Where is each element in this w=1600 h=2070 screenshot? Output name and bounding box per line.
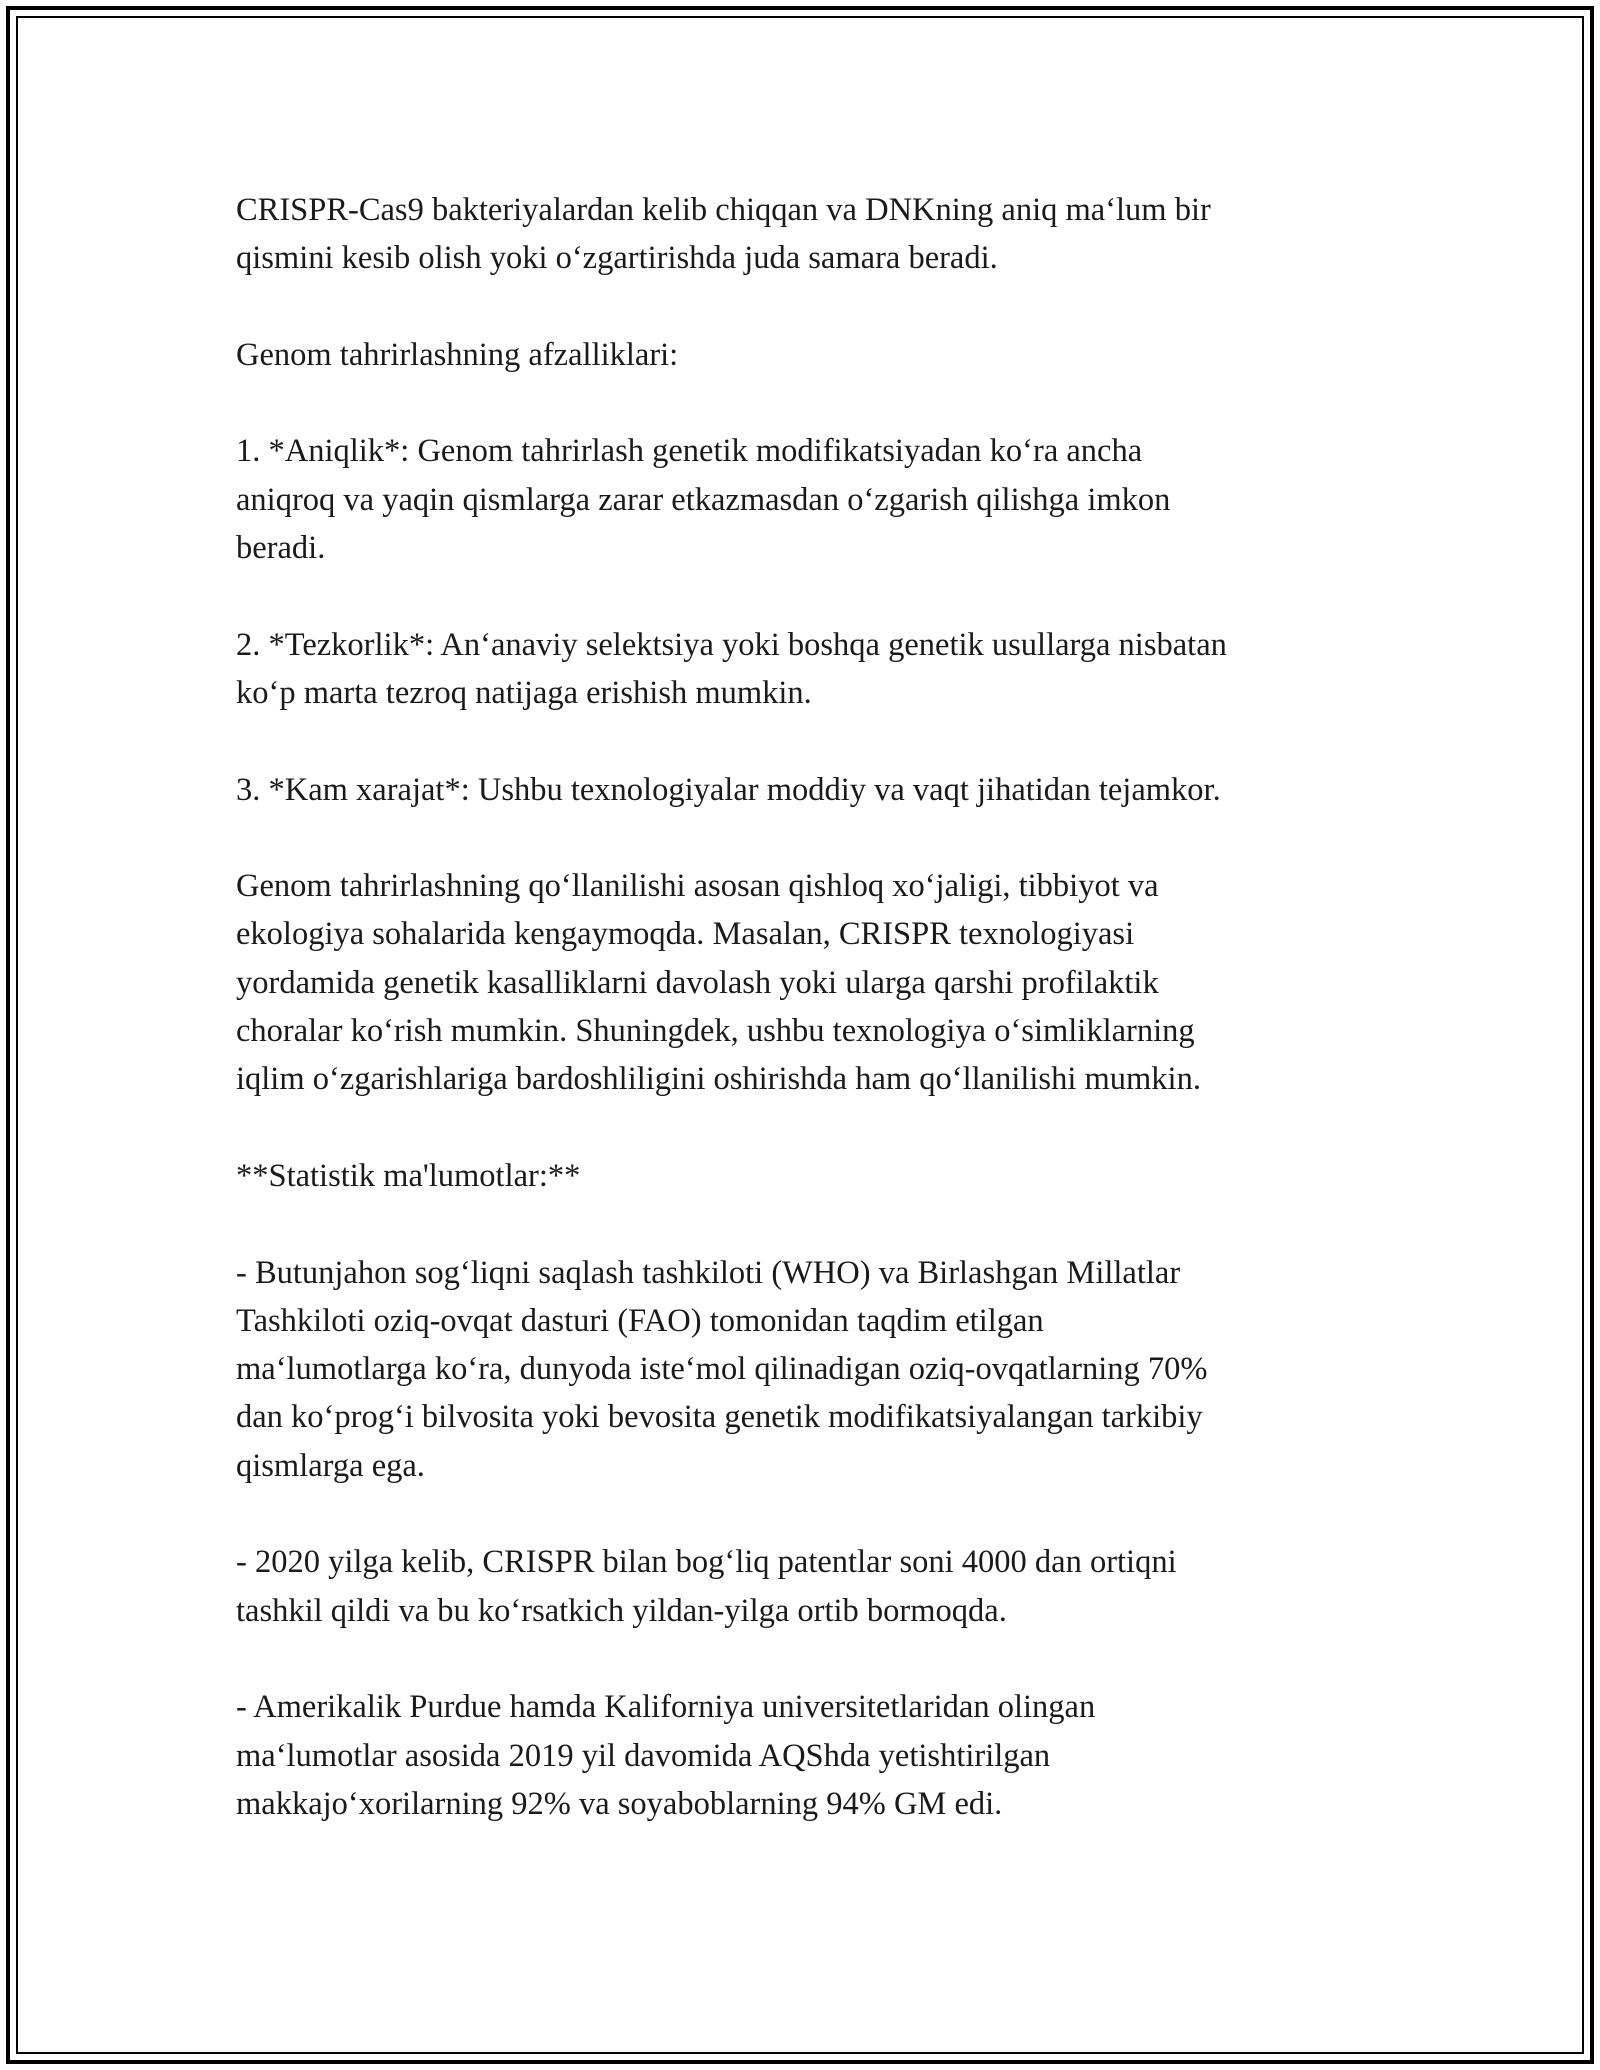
- list-item-stat-1: [236, 1249, 1376, 1490]
- statistics-heading: [236, 1152, 1376, 1200]
- text-line: CRISPR-Cas9 bakteriyalardan kelib chiqqan va DNKning aniq maʻlum bir: [236, 192, 1211, 228]
- text-line: aniqroq va yaqin qismlarga zarar etkazmasdan oʻzgarish qilishga imkon: [236, 481, 1171, 518]
- text-line: tashkil qildi va bu koʻrsatkich yildan-yilga ortib bormoqda.: [236, 1592, 1007, 1629]
- text-line: 1. *Aniqlik*: Genom tahrirlash genetik modifikatsiyadan koʻra ancha: [236, 433, 1143, 470]
- text-line: maʻlumotlarga koʻra, dunyoda isteʻmol qilinadigan oziq-ovqatlarning 70%: [236, 1351, 1208, 1388]
- list-item-stat-3: [236, 1683, 1376, 1828]
- list-item-stat-2: [236, 1538, 1376, 1635]
- text-line: yordamida genetik kasalliklarni davolash yoki ularga qarshi profilaktik: [236, 964, 1159, 1001]
- text-line: qismini kesib olish yoki oʻzgartirishda juda samara beradi.: [236, 240, 998, 277]
- text-line: choralar koʻrish mumkin. Shuningdek, ushbu texnologiya oʻsimliklarning: [236, 1013, 1195, 1050]
- text-line: Tashkiloti oziq-ovqat dasturi (FAO) tomonidan taqdim etilgan: [236, 1302, 1044, 1339]
- text-line: beradi.: [236, 530, 326, 567]
- text-line: makkajoʻxorilarning 92% va soyaboblarning 94% GM edi.: [236, 1785, 1003, 1822]
- text-line: maʻlumotlar asosida 2019 yil davomida AQShda yetishtirilgan: [236, 1737, 1051, 1774]
- text-line: - Butunjahon sogʻliqni saqlash tashkiloti (WHO) va Birlashgan Millatlar: [236, 1254, 1181, 1291]
- list-item-advantage-2: [236, 621, 1376, 718]
- text-line: - 2020 yilga kelib, CRISPR bilan bogʻliq patentlar soni 4000 dan ortiqni: [236, 1544, 1177, 1581]
- text-line: 3. *Kam xarajat*: Ushbu texnologiyalar moddiy va vaqt jihatidan tejamkor.: [236, 771, 1221, 808]
- text-line: ekologiya sohalarida kengaymoqda. Masalan, CRISPR texnologiyasi: [236, 916, 1135, 953]
- advantages-heading: [236, 331, 1376, 379]
- text-line: - Amerikalik Purdue hamda Kaliforniya universitetlaridan olingan: [236, 1689, 1096, 1726]
- text-line: qismlarga ega.: [236, 1447, 425, 1484]
- paragraph-intro: [236, 186, 1376, 283]
- text-line: 2. *Tezkorlik*: Anʻanaviy selektsiya yoki boshqa genetik usullarga nisbatan: [236, 626, 1227, 663]
- list-item-advantage-3: [236, 766, 1376, 814]
- text-line: dan koʻprogʻi bilvosita yoki bevosita genetik modifikatsiyalangan tarkibiy: [236, 1399, 1203, 1436]
- text-line: **Statistik ma'lumotlar:**: [236, 1157, 581, 1194]
- document-body: [236, 186, 1376, 1876]
- paragraph-applications: [236, 862, 1376, 1103]
- list-item-advantage-1: [236, 427, 1376, 572]
- text-line: Genom tahrirlashning afzalliklari:: [236, 336, 679, 373]
- text-line: koʻp marta tezroq natijaga erishish mumkin.: [236, 674, 812, 711]
- text-line: Genom tahrirlashning qoʻllanilishi asosan qishloq xoʻjaligi, tibbiyot va: [236, 868, 1159, 905]
- text-line: iqlim oʻzgarishlariga bardoshliligini oshirishda ham qoʻllanilishi mumkin.: [236, 1061, 1201, 1098]
